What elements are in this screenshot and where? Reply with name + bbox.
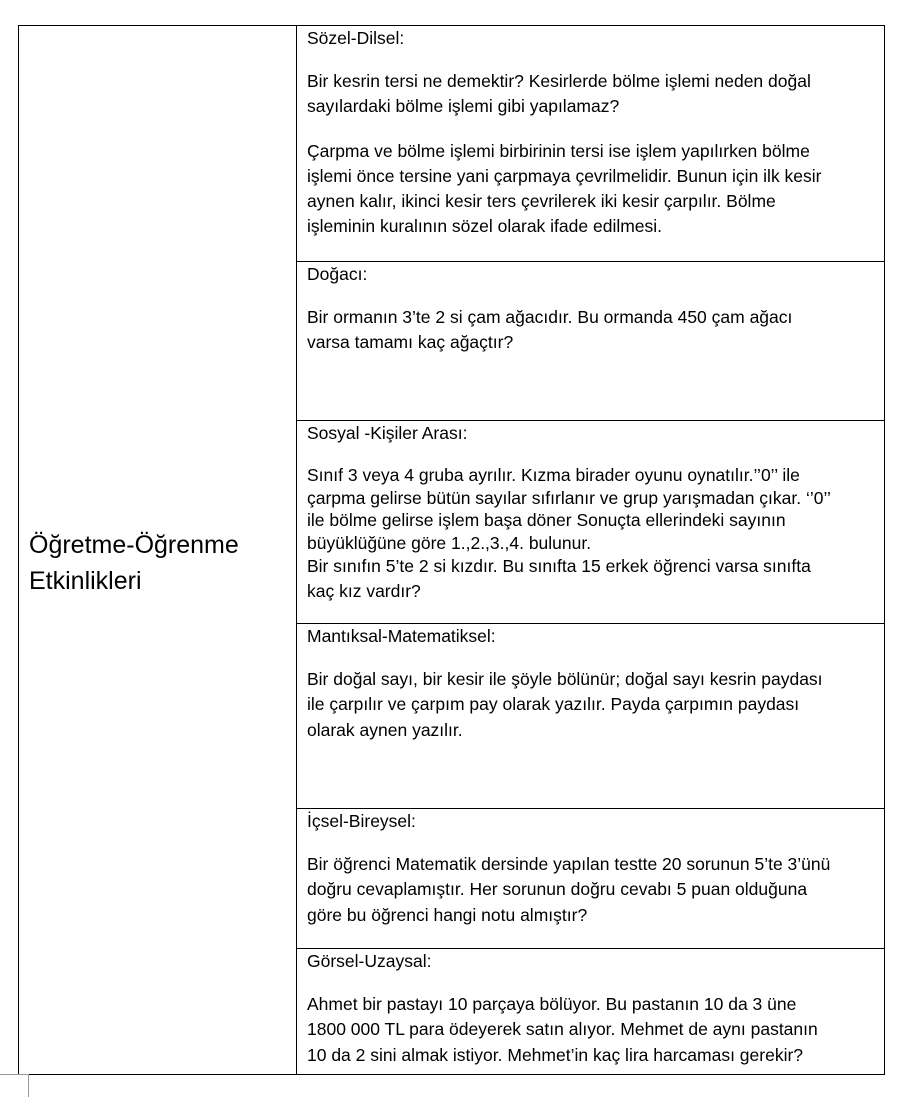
cell-sosyal: [297, 421, 885, 624]
section-label-mantiksal: Mantıksal-Matematiksel:: [307, 626, 496, 646]
cell-icsel: [297, 809, 885, 949]
activities-table: [18, 25, 885, 1075]
cell-gorsel: [297, 949, 885, 1075]
section-heading: [19, 527, 296, 599]
section-label-sozel: Sözel-Dilsel:: [307, 28, 405, 48]
cell-dogaci: [297, 262, 885, 421]
paragraph: Ahmet bir pastayı 10 parçaya bölüyor. Bu pastanın 10 da 3 üne 1800 000 TL para ödeyerek satın alıyor. Mehmet de aynı pastanın 10 da 2 sini almak istiyor. Mehmet’in kaç lira harcaması gerekir?: [307, 994, 818, 1065]
left-title-cell: [19, 26, 297, 1075]
section-label-dogaci: Doğacı:: [307, 264, 368, 284]
section-label-icsel: İçsel-Bireysel:: [307, 811, 416, 831]
cell-mantiksal: [297, 624, 885, 809]
paragraph: Bir öğrenci Matematik dersinde yapılan testte 20 sorunun 5’te 3’ünü doğru cevaplamıştır. Her sorunun doğru cevabı 5 puan olduğuna göre bu öğrenci hangi notu almıştır?: [307, 854, 831, 925]
page-corner-mark-horizontal: [0, 1074, 28, 1075]
paragraph: Sınıf 3 veya 4 gruba ayrılır. Kızma birader oyunu oynatılır.’’0’’ ile çarpma gelirse bütün sayılar sıfırlanır ve grup yarışmadan çıkar. ‘’0’’ ile bölme gelirse işlem başa döner Sonuçta ellerindeki sayının büyüklüğüne göre 1.,2.,3.,4. bulunur.: [307, 465, 831, 553]
section-label-gorsel: Görsel-Uzaysal:: [307, 951, 432, 971]
paragraph: Bir doğal sayı, bir kesir ile şöyle bölünür; doğal sayı kesrin paydası ile çarpılır ve çarpım pay olarak yazılır. Payda çarpımın paydası olarak aynen yazılır.: [307, 669, 823, 740]
paragraph: Bir kesrin tersi ne demektir? Kesirlerde bölme işlemi neden doğal sayılardaki bölme işlemi gibi yapılamaz?: [307, 71, 811, 117]
heading-line-2: Etkinlikleri: [29, 567, 142, 595]
section-label-sosyal: Sosyal -Kişiler Arası:: [307, 423, 468, 443]
heading-line-1: Öğretme-Öğrenme: [29, 531, 239, 559]
paragraph: Bir sınıfın 5’te 2 si kızdır. Bu sınıfta 15 erkek öğrenci varsa sınıfta kaç kız vardır?: [307, 556, 811, 602]
page-corner-mark-vertical: [28, 1074, 29, 1097]
paragraph: Çarpma ve bölme işlemi birbirinin tersi ise işlem yapılırken bölme işlemi önce tersine yani çarpmaya çevrilmelidir. Bunun için ilk kesir aynen kalır, ikinci kesir ters çevrilerek iki kesir çarpılır. Bölme işleminin kuralının sözel olarak ifade edilmesi.: [307, 140, 822, 237]
paragraph: Bir ormanın 3’te 2 si çam ağacıdır. Bu ormanda 450 çam ağacı varsa tamamı kaç ağaçtır?: [307, 307, 793, 353]
cell-sozel-dilsel: [297, 26, 885, 262]
